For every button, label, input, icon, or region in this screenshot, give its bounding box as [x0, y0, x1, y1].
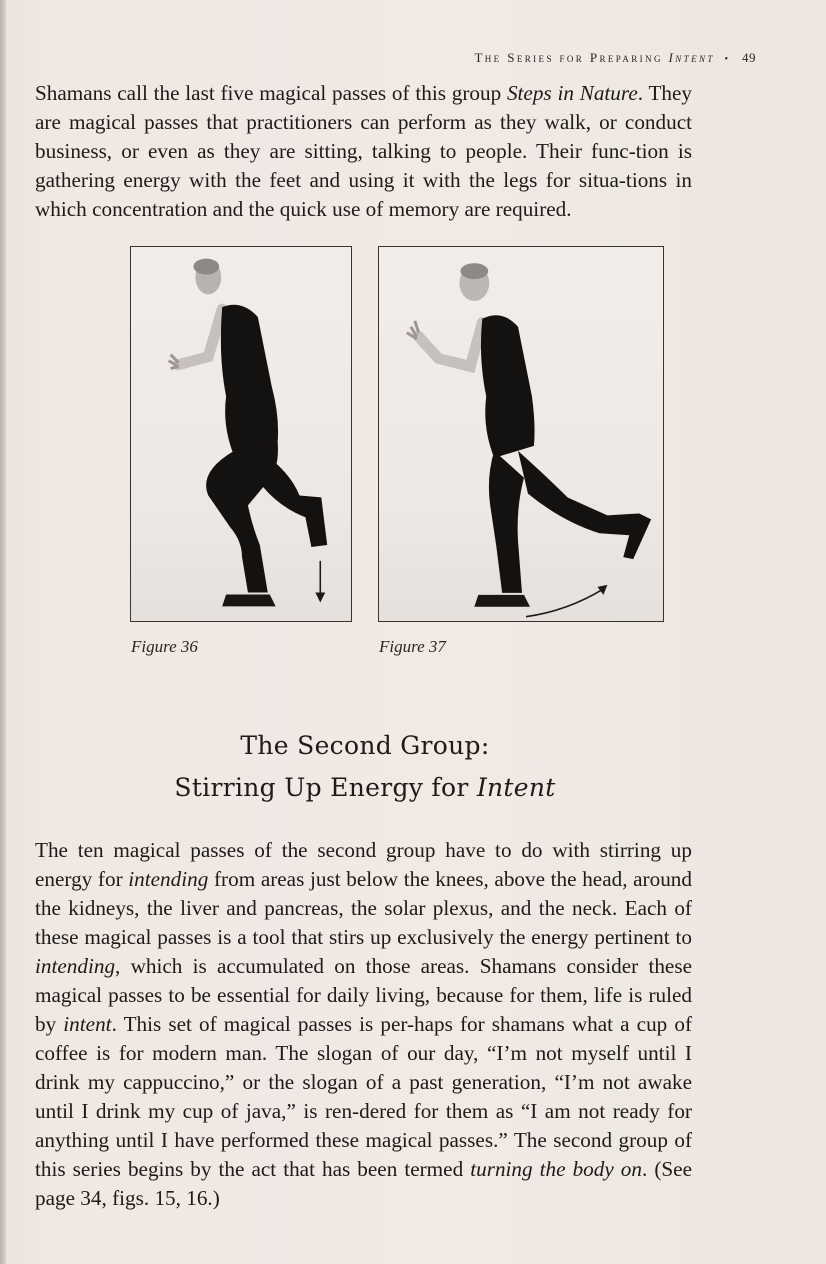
paragraph-text: . They are magical passes that practitioners can perform as they walk, or conduct business, or even as they are sitting, talking to people. Their func-tion is gathering energy with the feet and using it with the legs for situa-tions in which concentration and the quick use of memory are required. — [35, 81, 693, 221]
figure-37-photo — [378, 246, 664, 622]
paragraph-text: . (See page 34, figs. 15, 16.) — [35, 1157, 692, 1210]
figure-37-illustration — [379, 247, 663, 621]
page-number: 49 — [742, 50, 756, 65]
paragraph-italic-text: Steps in Nature — [506, 81, 638, 105]
figure-37-caption: Figure 37 — [379, 637, 446, 656]
page-gutter — [0, 0, 6, 1264]
heading-text: Stirring Up Energy for — [174, 773, 477, 802]
section-heading-line1: The Second Group: — [240, 731, 490, 760]
paragraph-text: from areas just below the knees, above the head, around the kidneys, the liver and pancreas, the solar plexus, and the neck. Each of these magical passes is a tool that stirs up exclusively the energy pertinent to — [35, 867, 692, 949]
section-heading-line2 — [0, 773, 730, 802]
running-head — [474, 50, 756, 66]
running-head-bullet: • — [724, 54, 731, 65]
paragraph-text: Shamans call the last five magical passes of this group — [35, 81, 507, 105]
paragraph-text: The ten magical passes of the second group have to do with stirring up energy for — [35, 838, 692, 891]
figure-36-photo — [130, 246, 352, 622]
paragraph-italic-text: intending — [35, 954, 116, 978]
running-head-title: The Series for Preparing — [474, 50, 669, 65]
paragraph-text: . This set of magical passes is per-haps for shamans what a cup of coffee is for modern man. The slogan of our day, “I’m not myself until I drink my cappuccino,” or the slogan of a past generation, “I’m not awake until I drink my cup of java,” is ren-dered for them as “I am not ready for anything until I have performed these magical passes.” The second group of this series begins by the act that has been termed — [35, 1012, 693, 1181]
figure-36-caption: Figure 36 — [131, 637, 198, 656]
paragraph-italic-text: turning the body on — [470, 1157, 642, 1181]
heading-italic-text: Intent — [476, 773, 556, 802]
paragraph-steps-in-nature — [35, 79, 692, 224]
paragraph-text: , which is accumulated on those areas. Shamans consider these magical passes to be essential for daily living, because for them, life is ruled by — [35, 954, 692, 1036]
figure-36-illustration — [131, 247, 351, 621]
paragraph-second-group — [35, 836, 692, 1213]
paragraph-italic-text: intending — [128, 867, 209, 891]
paragraph-italic-text: intent — [63, 1012, 112, 1036]
running-head-title-italic: Intent — [668, 50, 715, 65]
